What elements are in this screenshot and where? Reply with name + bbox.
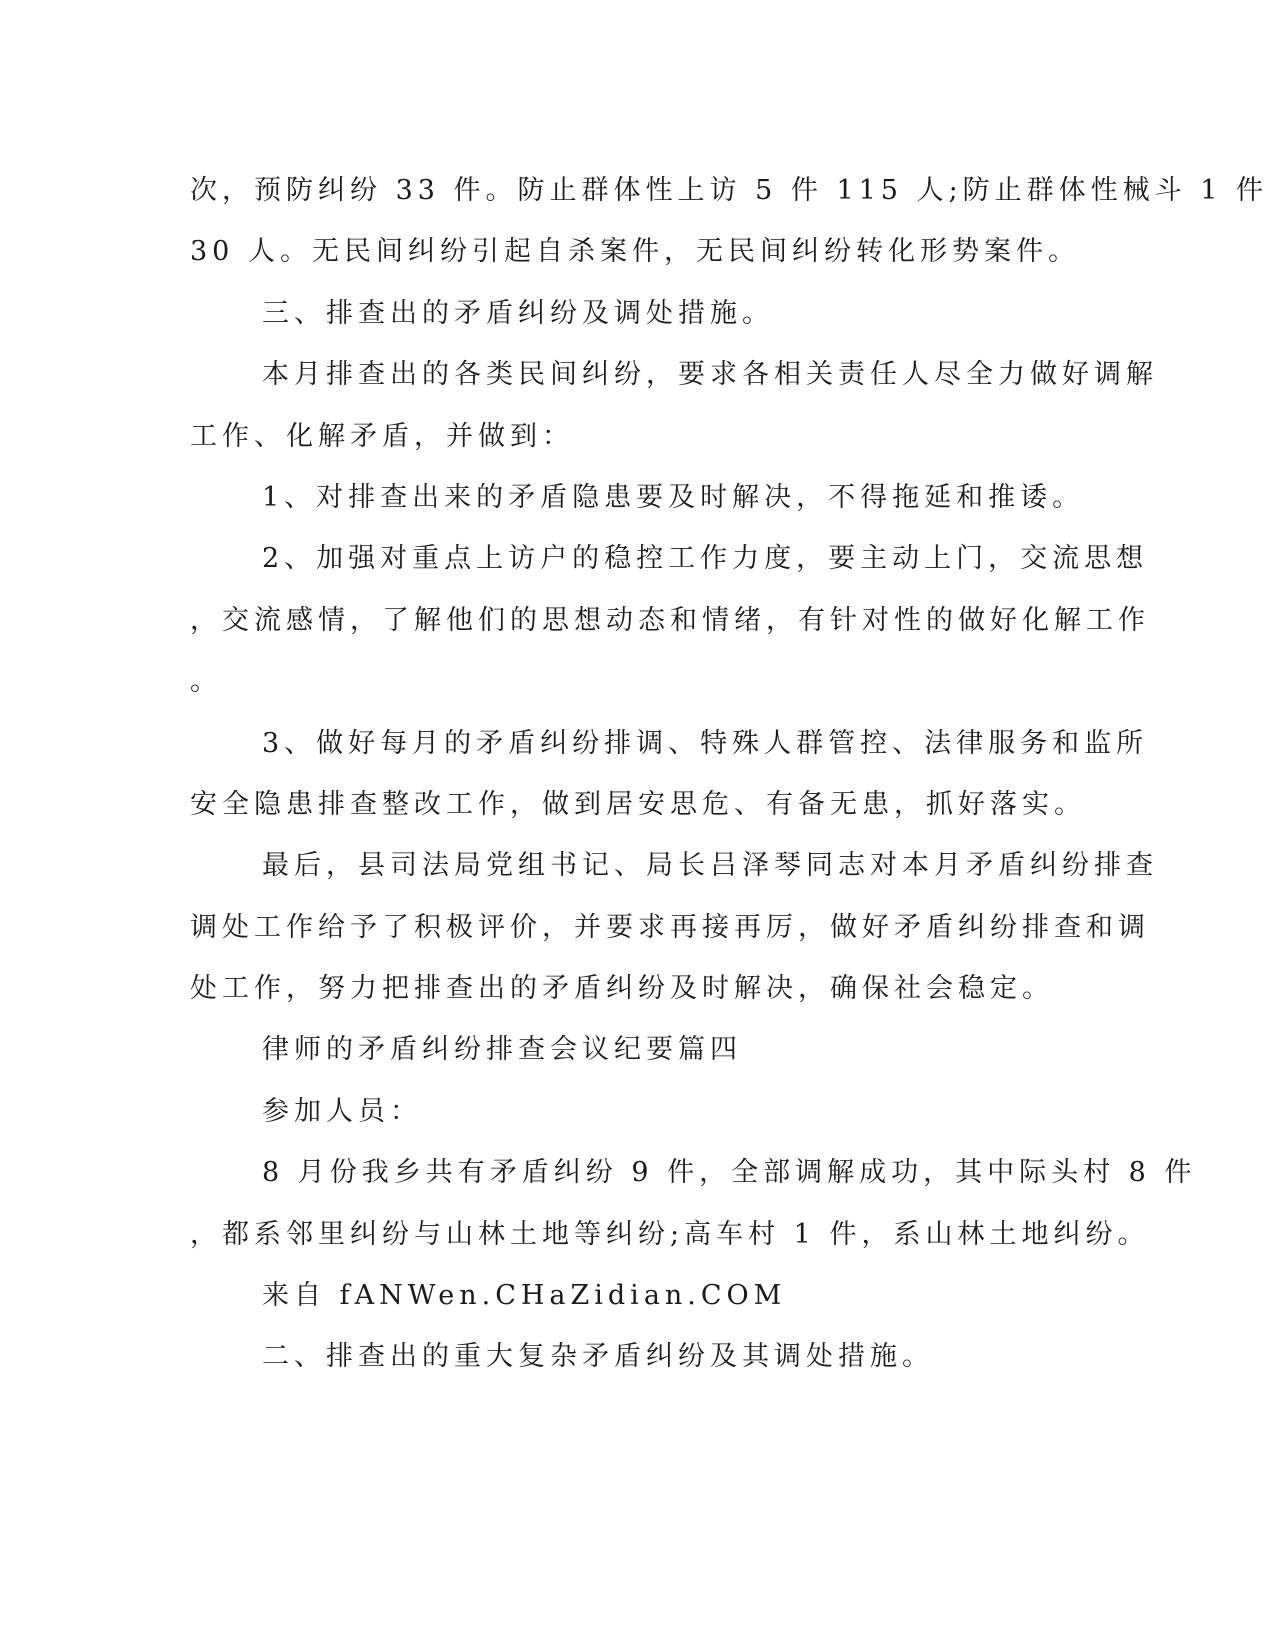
text-line: 本月排查出的各类民间纠纷，要求各相关责任人尽全力做好调解 [262, 359, 1158, 391]
text-line: 次，预防纠纷 33 件。防止群体性上访 5 件 115 人;防止群体性械斗 1 件 [190, 175, 1269, 206]
document-body [190, 160, 1269, 1388]
list-item: 1、对排查出来的矛盾隐患要及时解决，不得拖延和推诿。 [262, 481, 1085, 513]
text-line: 安全隐患排查整改工作，做到居安思危、有备无患，抓好落实。 [190, 788, 1086, 820]
text-line: 工作、化解矛盾，并做到： [190, 420, 574, 452]
attendees-label: 参加人员： [262, 1095, 422, 1127]
text-line: 最后，县司法局党组书记、局长吕泽琴同志对本月矛盾纠纷排查 [262, 850, 1158, 882]
text-line: 调处工作给予了积极评价，并要求再接再厉，做好矛盾纠纷排查和调 [190, 911, 1150, 943]
list-item: 2、加强对重点上访户的稳控工作力度，要主动上门，交流思想 [262, 543, 1149, 575]
text-line: ，都系邻里纠纷与山林土地等纠纷;高车村 1 件，系山林土地纠纷。 [190, 1218, 1150, 1250]
section-title: 律师的矛盾纠纷排查会议纪要篇四 [262, 1034, 742, 1066]
section-heading: 二、排查出的重大复杂矛盾纠纷及其调处措施。 [262, 1341, 934, 1373]
text-line: 30 人。无民间纠纷引起自杀案件，无民间纠纷转化形势案件。 [190, 236, 1080, 268]
text-line: ，交流感情，了解他们的思想动态和情绪，有针对性的做好化解工作 [190, 604, 1150, 636]
section-heading: 三、排查出的矛盾纠纷及调处措施。 [262, 297, 774, 329]
text-line: 8 月份我乡共有矛盾纠纷 9 件，全部调解成功，其中际头村 8 件 [262, 1157, 1197, 1189]
source-note: 来自 fANWen.CHaZidian.COM [262, 1280, 787, 1312]
text-line: 处工作，努力把排查出的矛盾纠纷及时解决，确保社会稳定。 [190, 973, 1054, 1005]
list-item: 3、做好每月的矛盾纠纷排调、特殊人群管控、法律服务和监所 [262, 727, 1149, 759]
text-line: 。 [190, 666, 222, 698]
